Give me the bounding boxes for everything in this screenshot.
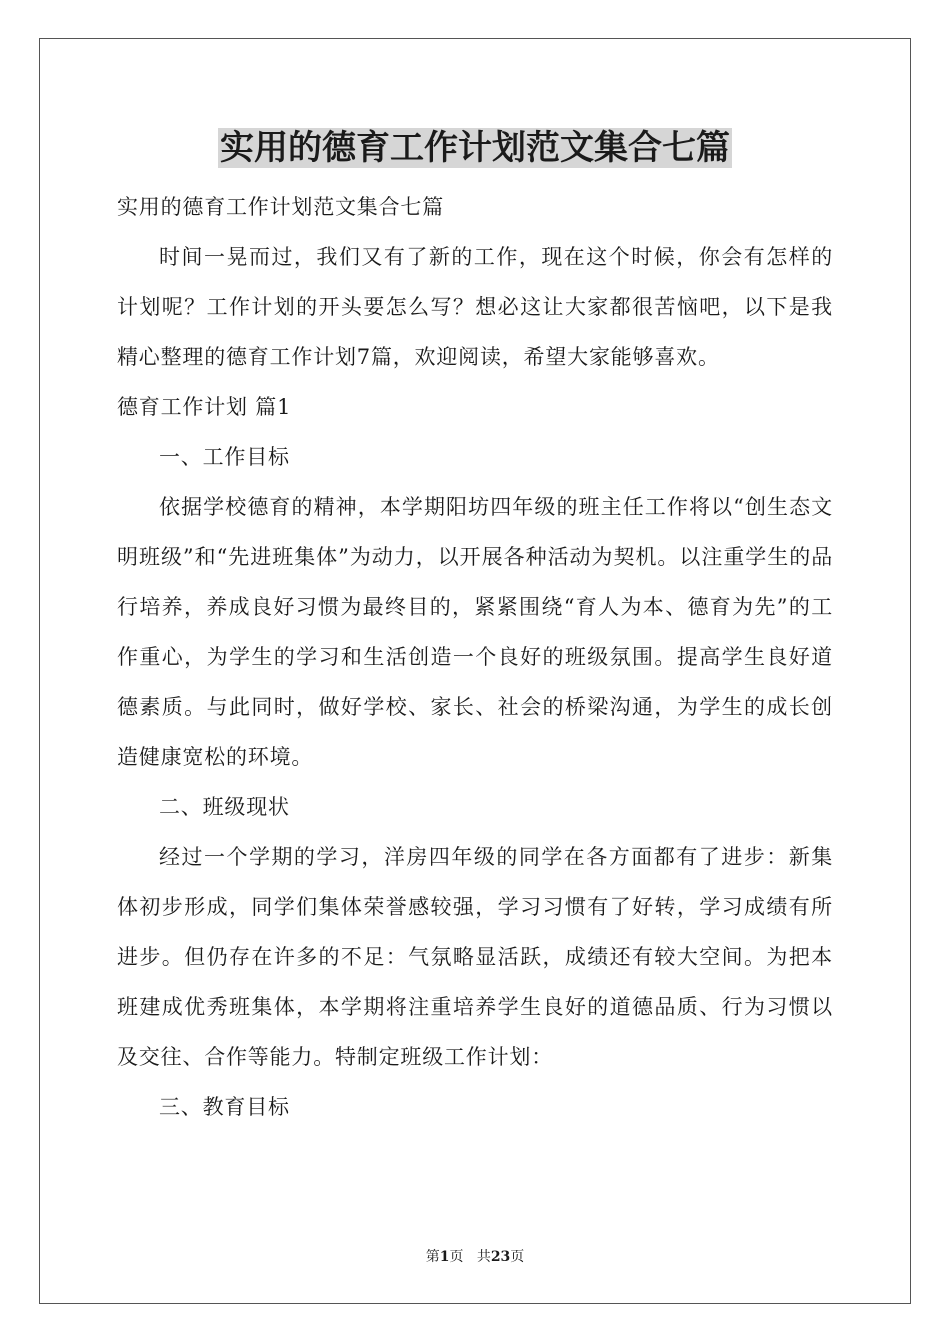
section-heading-part1: 德育工作计划 篇1 xyxy=(117,395,292,419)
document-title xyxy=(0,126,950,170)
paragraph-class-status: 经过一个学期的学习，洋房四年级的同学在各方面都有了进步：新集体初步形成，同学们集体荣誉感较强，学习习惯有了好转，学习成绩有所进步。但仍存在许多的不足：气氛略显活跃，成绩还有较大空间。为把本班建成优秀班集体，本学期将注重培养学生良好的道德品质、行为习惯以及交往、合作等能力。特制定班级工作计划： xyxy=(117,845,833,1069)
heading-work-goals: 一、工作目标 xyxy=(159,445,290,469)
document-body xyxy=(117,182,833,1132)
footer-total-pages: 23 xyxy=(490,1249,511,1265)
footer-total-suffix: 页 xyxy=(510,1249,525,1265)
footer-current-page: 1 xyxy=(439,1249,450,1265)
footer-total-prefix: 共 xyxy=(476,1249,491,1265)
document-title-text: 实用的德育工作计划范文集合七篇 xyxy=(220,128,730,168)
document-subtitle: 实用的德育工作计划范文集合七篇 xyxy=(117,195,444,219)
heading-class-status: 二、班级现状 xyxy=(159,795,290,819)
paragraph-work-goals: 依据学校德育的精神，本学期阳坊四年级的班主任工作将以“创生态文明班级”和“先进班集体”为动力，以开展各种活动为契机。以注重学生的品行培养，养成良好习惯为最终目的，紧紧围绕“育人为本、德育为先”的工作重心，为学生的学习和生活创造一个良好的班级氛围。提高学生良好道德素质。与此同时，做好学校、家长、社会的桥梁沟通，为学生的成长创造健康宽松的环境。 xyxy=(117,495,833,769)
heading-education-goals: 三、教育目标 xyxy=(159,1095,290,1119)
intro-paragraph: 时间一晃而过，我们又有了新的工作，现在这个时候，你会有怎样的计划呢？工作计划的开头要怎么写？想必这让大家都很苦恼吧，以下是我精心整理的德育工作计划7篇，欢迎阅读，希望大家能够喜欢。 xyxy=(117,245,833,369)
footer-page-suffix: 页 xyxy=(449,1249,464,1265)
footer-page-prefix: 第 xyxy=(425,1249,440,1265)
page-footer xyxy=(0,1248,950,1266)
